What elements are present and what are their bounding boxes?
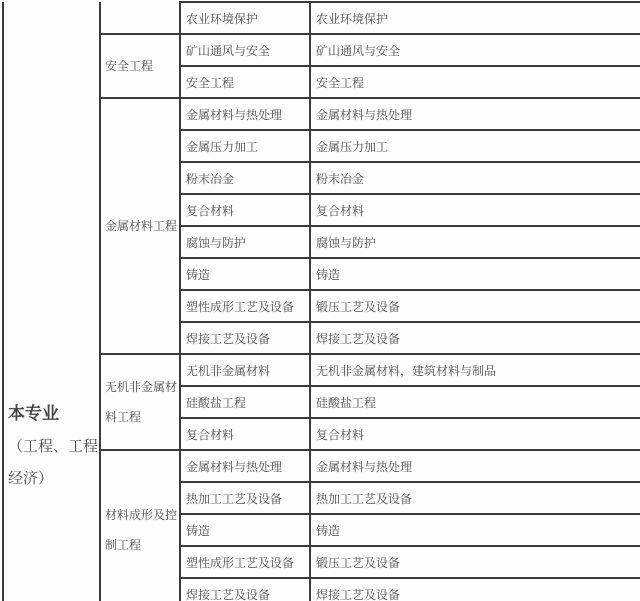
major-cell: 复合材料 (180, 194, 310, 226)
corresponding-major-cell: 锻压工艺及设备 (310, 546, 640, 578)
major-cell: 农业环境保护 (180, 2, 310, 34)
corresponding-major-cell: 锻压工艺及设备 (310, 290, 640, 322)
corresponding-major-cell: 农业环境保护 (310, 2, 640, 34)
corresponding-major-cell: 金属材料与热处理 (310, 98, 640, 130)
corresponding-major-cell: 焊接工艺及设备 (310, 322, 640, 354)
major-cell: 矿山通风与安全 (180, 34, 310, 66)
major-cell: 热加工工艺及设备 (180, 482, 310, 514)
major-cell: 铸造 (180, 258, 310, 290)
row-header-title: 本专业 (8, 404, 59, 424)
major-cell: 无机非金属材料 (180, 354, 310, 386)
row-header-cell (3, 2, 100, 601)
table-row (3, 2, 640, 34)
major-correspondence-table (2, 1, 640, 601)
major-cell: 金属材料与热处理 (180, 98, 310, 130)
corresponding-major-cell: 铸造 (310, 514, 640, 546)
corresponding-major-cell: 铸造 (310, 258, 640, 290)
category-cell-metal-materials (100, 98, 180, 354)
corresponding-major-cell: 热加工工艺及设备 (310, 482, 640, 514)
category-label: 安全工程 (105, 59, 154, 73)
corresponding-major-cell: 无机非金属材料，建筑材料与制品 (310, 354, 640, 386)
category-cell-partial (100, 2, 180, 34)
category-label-line1: 材料成形及控 (105, 508, 178, 522)
major-cell: 复合材料 (180, 418, 310, 450)
major-cell: 铸造 (180, 514, 310, 546)
category-label: 金属材料工程 (105, 219, 178, 233)
corresponding-major-cell: 焊接工艺及设备 (310, 578, 640, 601)
row-header-text-block (8, 2, 97, 494)
corresponding-major-cell: 粉末冶金 (310, 162, 640, 194)
major-cell: 金属压力加工 (180, 130, 310, 162)
major-cell: 金属材料与热处理 (180, 450, 310, 482)
corresponding-major-cell: 矿山通风与安全 (310, 34, 640, 66)
major-cell: 焊接工艺及设备 (180, 322, 310, 354)
category-cell-inorganic-nonmetal (100, 354, 180, 450)
category-label-line2: 制工程 (105, 538, 142, 552)
corresponding-major-cell: 复合材料 (310, 194, 640, 226)
major-cell: 粉末冶金 (180, 162, 310, 194)
corresponding-major-cell: 安全工程 (310, 66, 640, 98)
major-cell: 腐蚀与防护 (180, 226, 310, 258)
major-cell: 塑性成形工艺及设备 (180, 546, 310, 578)
major-cell: 焊接工艺及设备 (180, 578, 310, 601)
major-cell: 安全工程 (180, 66, 310, 98)
major-cell: 塑性成形工艺及设备 (180, 290, 310, 322)
category-label-line2: 料工程 (105, 410, 142, 424)
row-header-subtitle-line1: （工程、工程 (8, 437, 99, 455)
corresponding-major-cell: 金属材料与热处理 (310, 450, 640, 482)
category-label-line1: 无机非金属材 (105, 380, 178, 394)
row-header-subtitle-line2: 经济） (8, 469, 54, 487)
corresponding-major-cell: 复合材料 (310, 418, 640, 450)
major-cell: 硅酸盐工程 (180, 386, 310, 418)
corresponding-major-cell: 腐蚀与防护 (310, 226, 640, 258)
corresponding-major-cell: 金属压力加工 (310, 130, 640, 162)
corresponding-major-cell: 硅酸盐工程 (310, 386, 640, 418)
category-cell-material-forming (100, 450, 180, 601)
category-cell-safety (100, 34, 180, 98)
